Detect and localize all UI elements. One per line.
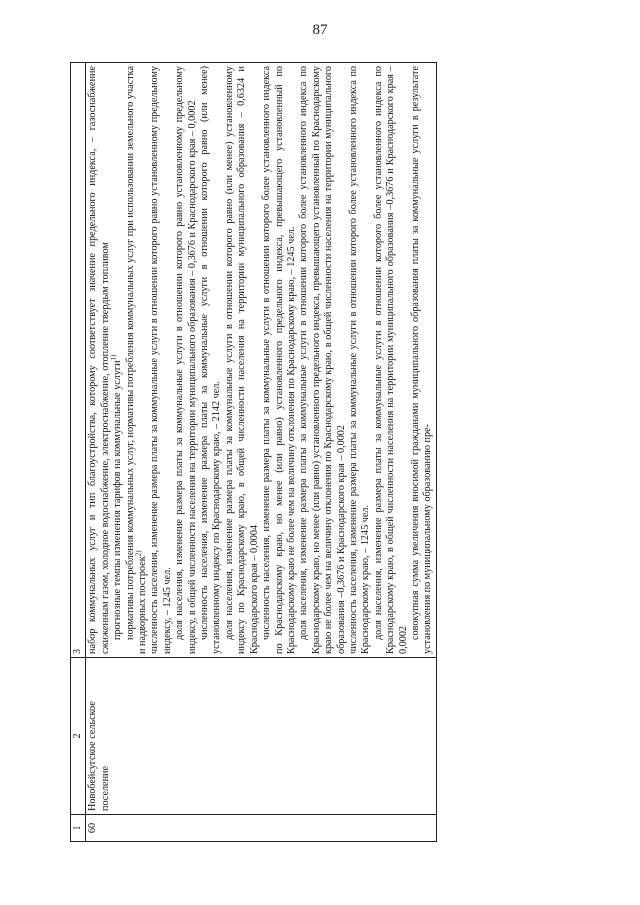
paragraph: доля населения, изменение размера платы за коммунальные услуги в отношении которого более установленного индекса по Краснодарскому краю, но менее (или равно) установленного предельного индекса, превышающего установленный по Краснодарскому краю не более чем на величину отклонения по Краснодарскому краю, в общей численности населения на территории муниципального образования –0,3676 и Краснодарского края – 0,0002 [298, 66, 347, 654]
paragraph: доля населения, изменение размера платы за коммунальные услуги в отношении которого равно (или менее) установленному индексу по Краснодарскому краю, в общей численности населения на территории муниципального образования – 0,6324 и Краснодарского края – 0,0004 [223, 66, 260, 654]
paragraph: совокупная сумма увеличения вносимой гражданами муниципального образования платы за коммунальные услуги в результате установления по муниципальному образованию пре- [409, 66, 434, 654]
rotated-table [70, 62, 590, 842]
description-cell [86, 63, 436, 658]
paragraph: численность населения, изменение размера платы за коммунальные услуги в отношении которого равно установленному предельному индексу, – 1245 чел. [149, 66, 173, 654]
paragraph: доля населения, изменение размера платы за коммунальные услуги в отношении которого равно установленному предельному индексу, в общей численности населения на территории муниципального образования – 0,3676 и Краснодарского края – 0,0002 [174, 66, 198, 654]
header-col-3: 3 [71, 63, 86, 658]
rotated-table-container [70, 62, 590, 842]
table-header-row [71, 63, 86, 842]
paragraph: численность населения, изменение размера платы за коммунальные услуги в отношении которого более установленного индекса по Краснодарскому краю, но менее (или равно) установленного предельного индекса, превышающего установленный по Краснодарскому краю не более чем на величину отклонения по Краснодарскому краю, – 1245 чел. [261, 66, 297, 654]
paragraph: доля населения, изменение размера платы за коммунальные услуги в отношении которого более установленного индекса по Краснодарскому краю, в общей численности населения на территории муниципального образования –0,3676 и Краснодарского края – 0,0002 [372, 66, 409, 654]
paragraph: набор коммунальных услуг и тип благоустройства, которому соответствует значение предельного индекса, – газоснабжение сжиженным газом, холодное водоснабжение, электроснабжение, отопление твердым топливом [87, 66, 111, 654]
paragraph-with-footnote: прогнозные темпы изменения тарифов на коммунальные услуги$^{1)}$ [109, 354, 124, 640]
paragraph: численность населения, изменение размера платы за коммунальные услуги в отношении которого равно (или менее) установленному индексу по Краснодарскому краю, – 2142 чел. [199, 66, 223, 654]
header-col-2: 2 [71, 658, 86, 815]
header-col-1: 1 [71, 815, 86, 842]
tariff-table [70, 62, 437, 842]
paragraph-with-footnote: нормативы потребления коммунальных услуг, нормативы потребления коммунальных услуг при использовании земельного участка и надворных построек$^{2)}$ [124, 66, 149, 654]
footnote-mark: 2) [134, 550, 143, 557]
paragraph: численность населения, изменение размера платы за коммунальные услуги в отношении которого более установленного индекса по Краснодарскому краю, – 1245 чел. [347, 66, 372, 654]
table-row [86, 63, 436, 842]
row-number: 60 [86, 815, 436, 842]
settlement-name: Новобейсугское сельское поселение [86, 658, 436, 815]
page-number: 87 [312, 22, 328, 38]
footnote-mark: 1) [109, 354, 118, 361]
